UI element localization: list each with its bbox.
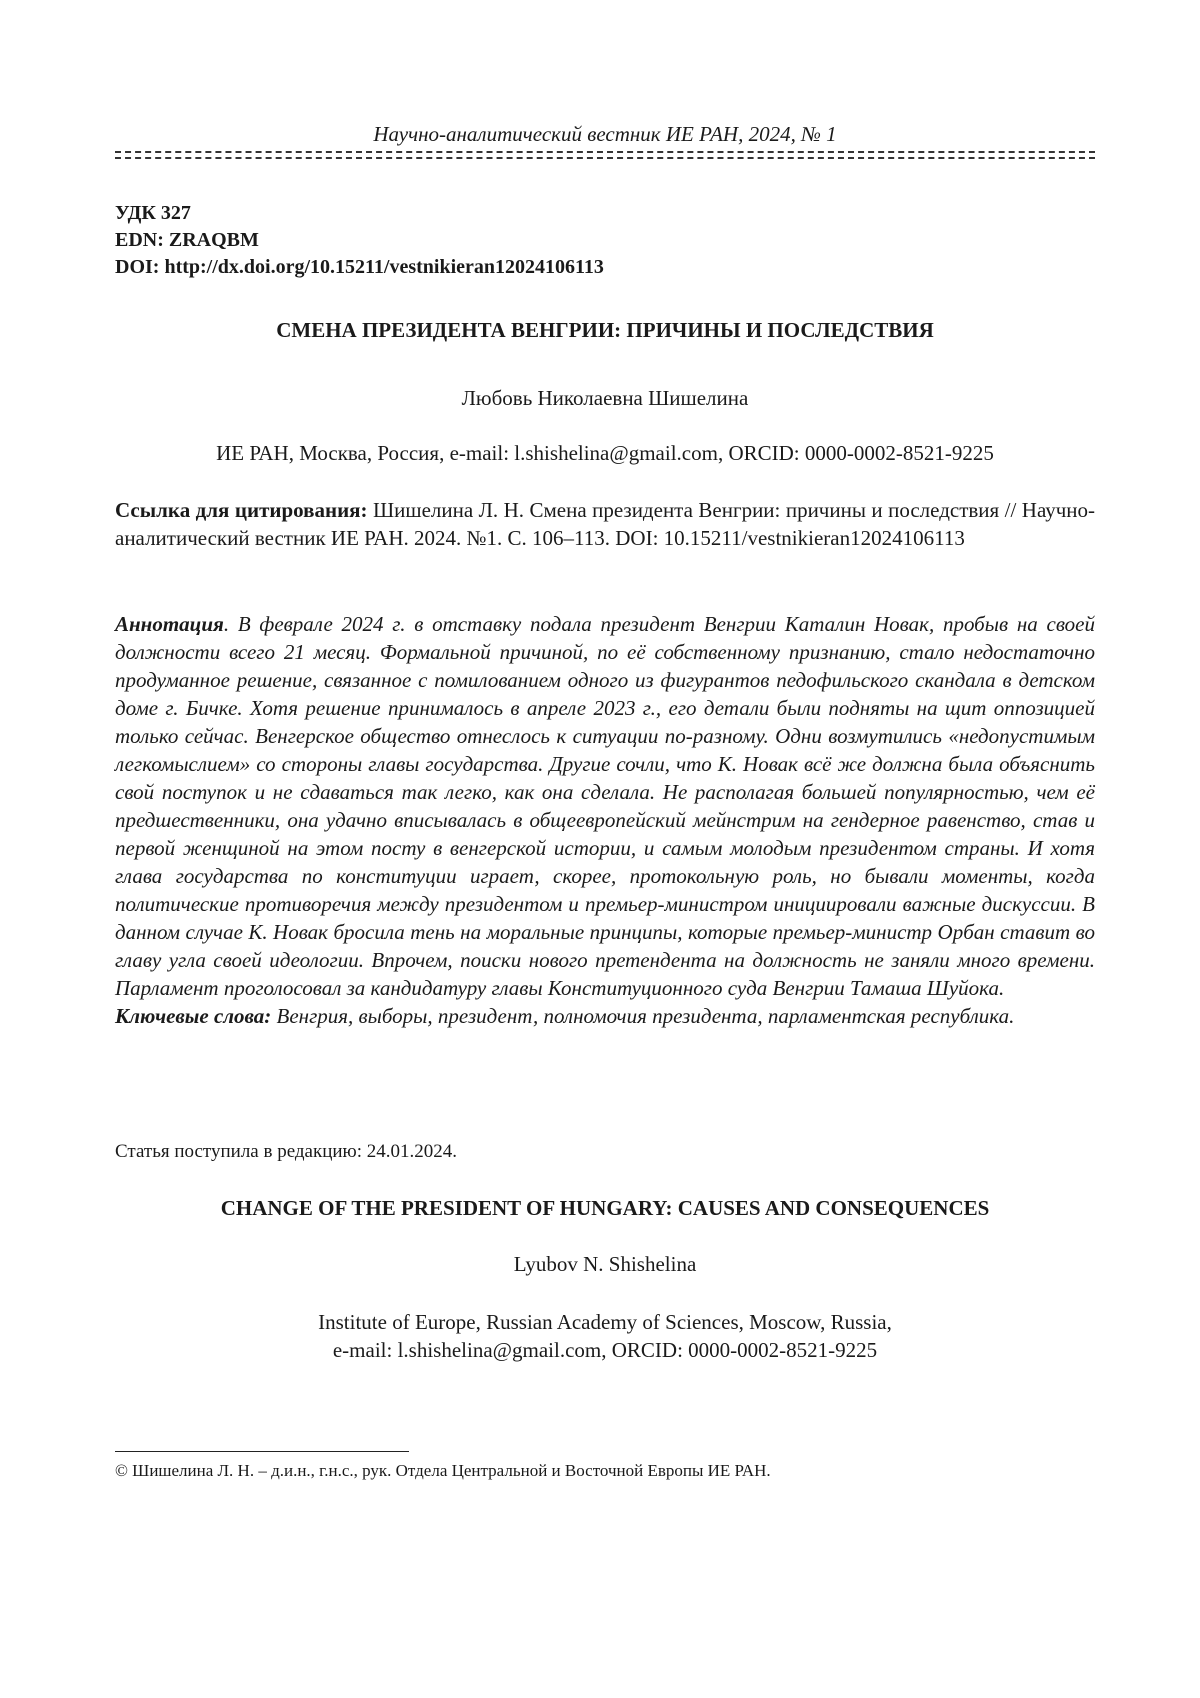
received-date: Статья поступила в редакцию: 24.01.2024. (115, 1141, 458, 1162)
author-affiliation-en (115, 1308, 1095, 1364)
journal-running-header: Научно-аналитический вестник ИЕ РАН, 2024, № 1 (373, 122, 837, 146)
edn-code: EDN: ZRAQBM (115, 229, 259, 251)
keywords-text: Венгрия, выборы, президент, полномочия президента, парламентская республика. (271, 1004, 1015, 1028)
abstract-label: Аннотация (115, 612, 224, 636)
footnote-separator (115, 1451, 409, 1452)
article-metadata (115, 200, 604, 281)
author-affiliation-ru: ИЕ РАН, Москва, Россия, e-mail: l.shishelina@gmail.com, ORCID: 0000-0002-8521-9225 (216, 441, 994, 465)
keywords-label: Ключевые слова: (115, 1004, 272, 1028)
header-double-rule (115, 151, 1095, 159)
citation-text: Шишелина Л. Н. Смена президента Венгрии: причины и последствия // Научно-аналитический вестник ИЕ РАН. 2024. №1. С. 106–113. DOI: 10.15211/vestnikieran12024106113 (115, 498, 1095, 550)
affiliation-en-line-1: Institute of Europe, Russian Academy of Sciences, Moscow, Russia, (318, 1310, 892, 1334)
citation-label: Ссылка для цитирования: (115, 498, 368, 522)
udk-code: УДК 327 (115, 202, 191, 224)
author-name-en: Lyubov N. Shishelina (513, 1252, 697, 1276)
article-title-en: CHANGE OF THE PRESIDENT OF HUNGARY: CAUSES AND CONSEQUENCES (220, 1196, 990, 1220)
author-footnote: © Шишелина Л. Н. – д.и.н., г.н.с., рук. Отдела Центральной и Восточной Европы ИЕ РАН. (115, 1461, 771, 1480)
article-title-ru: СМЕНА ПРЕЗИДЕНТА ВЕНГРИИ: ПРИЧИНЫ И ПОСЛЕДСТВИЯ (276, 318, 934, 342)
abstract-block (115, 610, 1095, 1030)
affiliation-en-line-2: e-mail: l.shishelina@gmail.com, ORCID: 0000-0002-8521-9225 (332, 1338, 878, 1362)
doi-link[interactable]: DOI: http://dx.doi.org/10.15211/vestnikieran12024106113 (115, 256, 604, 278)
author-name-ru: Любовь Николаевна Шишелина (461, 386, 749, 410)
citation-block (115, 497, 1095, 552)
abstract-text: . В феврале 2024 г. в отставку подала президент Венгрии Каталин Новак, пробыв на своей должности всего 21 месяц. Формальной причиной, по её собственному признанию, стало недостаточно продуманное решение, связанное с помилованием одного из фигурантов педофильского скандала в детском доме г. Бичке. Хотя решение принималось в апреле 2023 г., его детали были подняты на щит оппозицией только сейчас. Венгерское общество отнеслось к ситуации по-разному. Одни возмутились «недопустимым легкомыслием» со стороны главы государства. Другие сочли, что К. Новак всё же должна была объяснить свой поступок и не сдаваться так легко, как она сделала. Не располагая большей популярностью, чем её предшественники, она удачно вписывалась в общеевропейский мейнстрим на гендерное равенство, став и первой женщиной на этом посту в венгерской истории, и самым молодым президентом страны. И хотя глава государства по конституции играет, скорее, протокольную роль, но бывали моменты, когда политические противоречия между президентом и премьер-министром инициировали важные дискуссии. В данном случае К. Новак бросила тень на моральные принципы, которые премьер-министр Орбан ставит во главу угла своей идеологии. Впрочем, поиски нового претендента на должность не заняли много времени. Парламент проголосовал за кандидатуру главы Конституционного суда Венгрии Тамаша Шуйока. (115, 612, 1095, 1000)
